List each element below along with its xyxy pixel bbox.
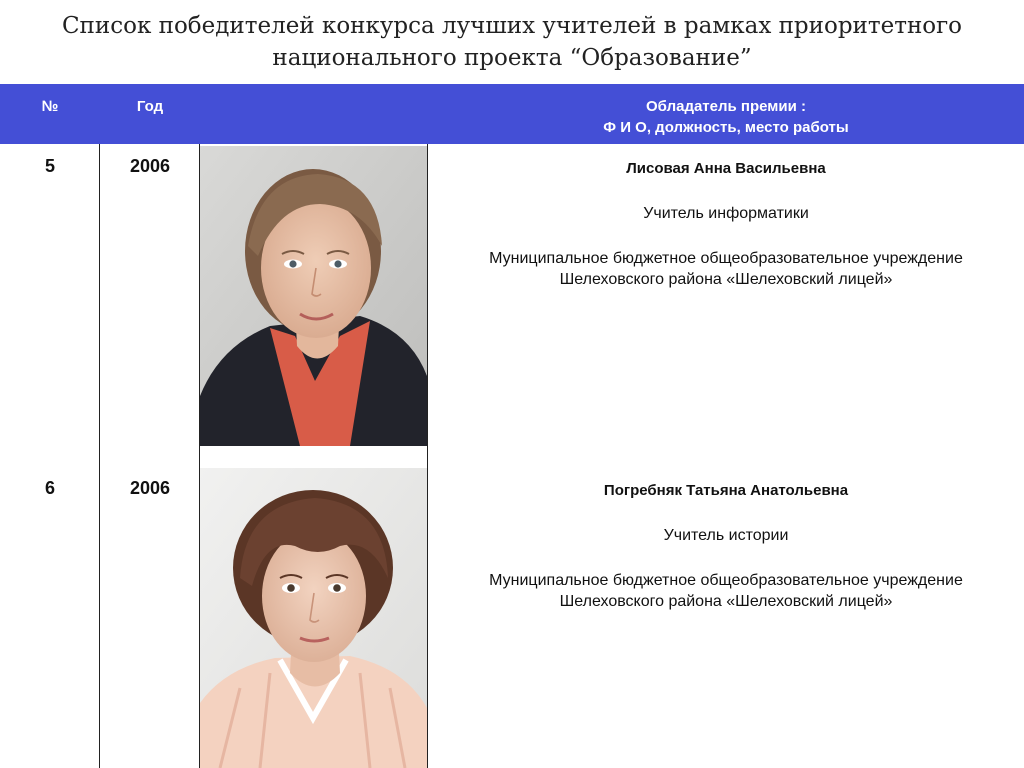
row-number: 5 — [44, 156, 55, 176]
winner-organization-line-2: Шелеховского района «Шелеховский лицей» — [559, 271, 893, 288]
column-header-winner-line-2: Ф И О, должность, место работы — [603, 119, 849, 136]
row-number: 6 — [44, 478, 55, 498]
column-header-year: Год — [136, 98, 164, 115]
column-header-number: № — [41, 98, 59, 115]
page-title — [0, 10, 1024, 74]
winner-name: Погребняк Татьяна Анатольевна — [603, 482, 849, 499]
winner-organization — [428, 248, 1024, 290]
table-row — [0, 146, 1024, 468]
table-row — [0, 468, 1024, 768]
portrait-photo — [200, 146, 427, 446]
winner-info — [428, 158, 1024, 290]
page-title-line-1: Список победителей конкурса лучших учителей в рамках приоритетного — [61, 13, 963, 39]
column-header-winner — [428, 96, 1024, 138]
row-year: 2006 — [129, 156, 171, 176]
winner-info — [428, 480, 1024, 612]
winner-organization-line-1: Муниципальное бюджетное общеобразовательное учреждение — [489, 572, 963, 589]
winner-organization — [428, 570, 1024, 612]
portrait-photo — [200, 468, 427, 768]
winner-name: Лисовая Анна Васильевна — [626, 160, 826, 177]
winner-position: Учитель истории — [663, 527, 789, 544]
table-header — [0, 84, 1024, 144]
winner-organization-line-1: Муниципальное бюджетное общеобразовательное учреждение — [489, 250, 963, 267]
column-header-winner-line-1: Обладатель премии : — [646, 98, 806, 115]
winner-position: Учитель информатики — [643, 205, 809, 222]
row-year: 2006 — [129, 478, 171, 498]
winner-organization-line-2: Шелеховского района «Шелеховский лицей» — [559, 593, 893, 610]
page-title-line-2: национального проекта “Образование” — [272, 45, 752, 71]
